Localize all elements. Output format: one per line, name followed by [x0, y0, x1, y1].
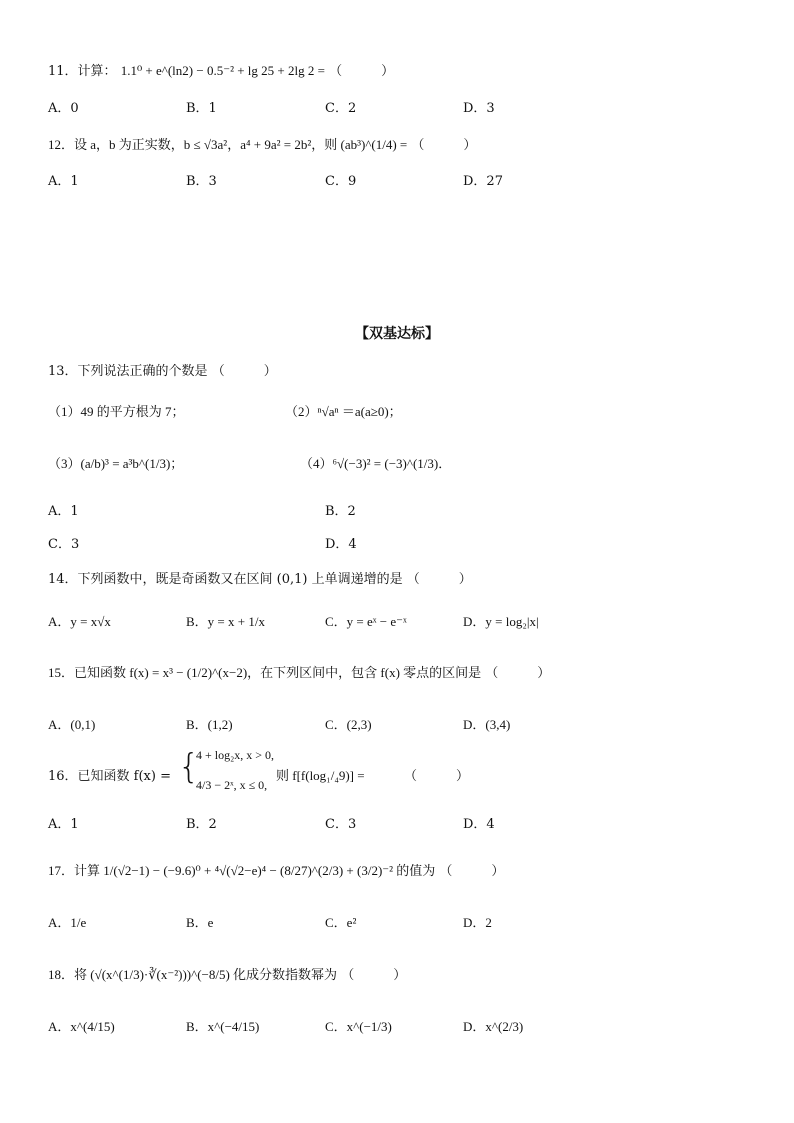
question-17 — [48, 860, 504, 879]
q12-text: 12．设 a，b 为正实数，b ≤ √3a²，a⁴ + 9a² = 2b²，则 (ab³)^(1/4) = — [48, 137, 408, 152]
q16-option-d: D．4 — [463, 817, 495, 832]
q16-option-a: A．1 — [48, 817, 79, 832]
question-18 — [48, 964, 406, 983]
q12-option-a: A．1 — [48, 174, 79, 189]
q17-option-b: B．e — [186, 915, 214, 930]
q18-option-b: B．x^(−4/15) — [186, 1019, 260, 1034]
q13-statement-4: （4）⁶√(−3)² = (−3)^(1/3)． — [300, 456, 452, 471]
q16-brace: { — [178, 747, 200, 787]
q17-option-c: C．e² — [325, 915, 357, 930]
q11-prefix: 11．计算： — [48, 64, 117, 79]
q16-option-c: C．3 — [325, 817, 357, 832]
q18-option-a: A．x^(4/15) — [48, 1019, 115, 1034]
q11-option-b: B．1 — [186, 101, 217, 116]
q11-option-d: D．3 — [463, 101, 495, 116]
q18-option-d: D．x^(2/3) — [463, 1019, 524, 1034]
q13-statement-3: （3）(a/b)³ = a³b^(1/3)； — [48, 456, 184, 471]
q16-case-2: 4/3 − 2ˣ, x ≤ 0, — [196, 778, 268, 792]
q13-statement-1: （1）49 的平方根为 7； — [48, 404, 185, 419]
q16-option-b: B．2 — [186, 817, 217, 832]
question-14 — [48, 568, 472, 587]
q15-option-d: D．(3,4) — [463, 717, 511, 732]
q16-case-1: 4 + log₂x, x > 0, — [196, 748, 275, 762]
q15-text: 15．已知函数 f(x) = x³ − (1/2)^(x−2)，在下列区间中，包含 f(x) 零点的区间是 — [48, 665, 482, 680]
question-11 — [48, 60, 394, 79]
q16-suffix: 则 f[f(log₁/₄9)] = — [276, 768, 365, 783]
q14-option-b: B．y = x + 1/x — [186, 614, 265, 629]
q14-blank: （ ） — [406, 572, 472, 587]
q16-blank: （ ） — [404, 769, 470, 784]
q15-blank: （ ） — [485, 666, 551, 681]
q11-blank: （ ） — [329, 64, 395, 79]
q12-blank: （ ） — [411, 138, 477, 153]
q14-option-a: A．y = x√x — [48, 614, 111, 629]
q18-option-c: C．x^(−1/3) — [325, 1019, 392, 1034]
q17-option-d: D．2 — [463, 915, 492, 930]
q13-blank: （ ） — [211, 364, 277, 379]
q13-option-d: D．4 — [325, 537, 357, 552]
q17-option-a: A．1/e — [48, 915, 87, 930]
question-15 — [48, 662, 550, 681]
q16-prefix: 16．已知函数 f(x) = — [48, 769, 171, 784]
q18-blank: （ ） — [341, 968, 407, 983]
q15-option-b: B．(1,2) — [186, 717, 233, 732]
q12-option-c: C．9 — [325, 174, 357, 189]
q17-blank: （ ） — [439, 864, 505, 879]
section-title: 【双基达标】 — [355, 326, 439, 342]
q13-option-a: A．1 — [48, 504, 79, 519]
q15-option-a: A．(0,1) — [48, 717, 96, 732]
q13-option-b: B．2 — [325, 504, 356, 519]
q13-statement-2: （2）ⁿ√aⁿ ＝a(a≥0)； — [285, 404, 402, 419]
q11-option-c: C．2 — [325, 101, 357, 116]
q18-text: 18．将 (√(x^(1/3)·∛(x⁻²)))^(−8/5) 化成分数指数幂为 — [48, 967, 338, 982]
q14-text: 14．下列函数中，既是奇函数又在区间 (0,1) 上单调递增的是 — [48, 572, 403, 587]
q13-option-c: C．3 — [48, 537, 80, 552]
q17-text: 17．计算 1/(√2−1) − (−9.6)⁰ + ⁴√(√2−e)⁴ − (8/27)^(2/3) + (3/2)⁻² 的值为 — [48, 863, 436, 878]
q11-expression: 1.1⁰ + e^(ln2) − 0.5⁻² + lg 25 + 2lg 2 = — [120, 63, 325, 78]
question-12 — [48, 134, 476, 153]
q13-text: 13．下列说法正确的个数是 — [48, 364, 208, 379]
question-13 — [48, 360, 277, 379]
q14-option-d: D．y = log₂|x| — [463, 614, 539, 629]
q11-option-a: A．0 — [48, 101, 79, 116]
q12-option-d: D．27 — [463, 174, 503, 189]
q12-option-b: B．3 — [186, 174, 217, 189]
q14-option-c: C．y = eˣ − e⁻ˣ — [325, 614, 407, 629]
q15-option-c: C．(2,3) — [325, 717, 372, 732]
